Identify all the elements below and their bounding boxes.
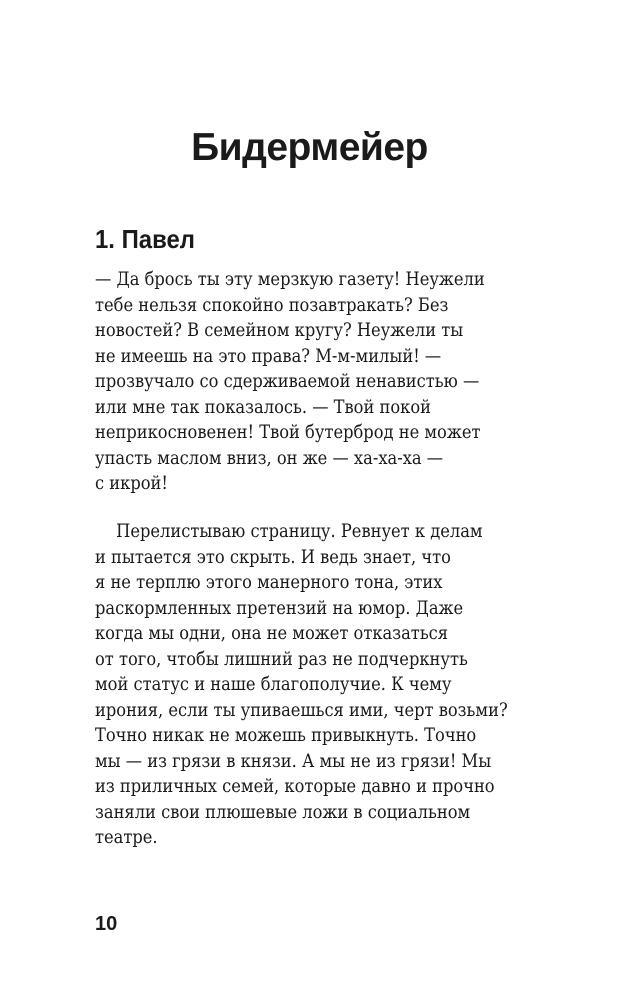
text-line: заняли свои плюшевые ложи в социальном — [95, 801, 471, 823]
text-line: раскормленных претензий на юмор. Даже — [95, 597, 464, 619]
paragraph-dialogue — [95, 267, 565, 497]
text-line: не имеешь на это права? М-м-милый! — — [95, 345, 442, 367]
paragraph-narration — [95, 519, 565, 851]
text-line: тебе нельзя спокойно позавтракать? Без — [95, 294, 449, 316]
text-line: я не терплю этого манерного тона, этих — [95, 572, 443, 593]
text-line: от того, чтобы лишний раз не подчеркнуть — [95, 648, 468, 670]
text-line: с икрой! — [95, 473, 168, 494]
text-line: когда мы одни, она не может отказаться — [95, 623, 449, 644]
text-line: упасть маслом вниз, он же — ха-ха-ха — — [95, 447, 444, 469]
text-line: прозвучало со сдерживаемой ненавистью — — [95, 371, 480, 392]
text-line: театре. — [95, 827, 158, 848]
chapter-title: Бидермейер — [191, 126, 428, 169]
text-line: — Да брось ты эту мерзкую газету! Неужели — [95, 269, 485, 290]
text-line: неприкосновенен! Твой бутерброд не может — [95, 422, 481, 443]
text-line: Точно никак не можешь привыкнуть. Точно — [95, 725, 477, 746]
text-line: и пытается это скрыть. И ведь знает, что — [95, 546, 451, 568]
text-line: из приличных семей, которые давно и прочно — [95, 776, 495, 797]
page-number: 10 — [95, 913, 118, 935]
text-line: или мне так показалось. — Твой покой — [95, 396, 431, 418]
text-line: мой статус и наше благополучие. К чему — [95, 674, 452, 695]
section-heading: 1. Павел — [95, 224, 195, 254]
text-line: ирония, если ты упиваешься ими, черт возьми? — [95, 699, 508, 721]
text-line: новостей? В семейном кругу? Неужели ты — [95, 320, 464, 341]
text-line: Перелистываю страницу. Ревнует к делам — [116, 521, 483, 542]
text-line: мы — из грязи в князи. А мы не из грязи! Мы — [95, 750, 492, 772]
